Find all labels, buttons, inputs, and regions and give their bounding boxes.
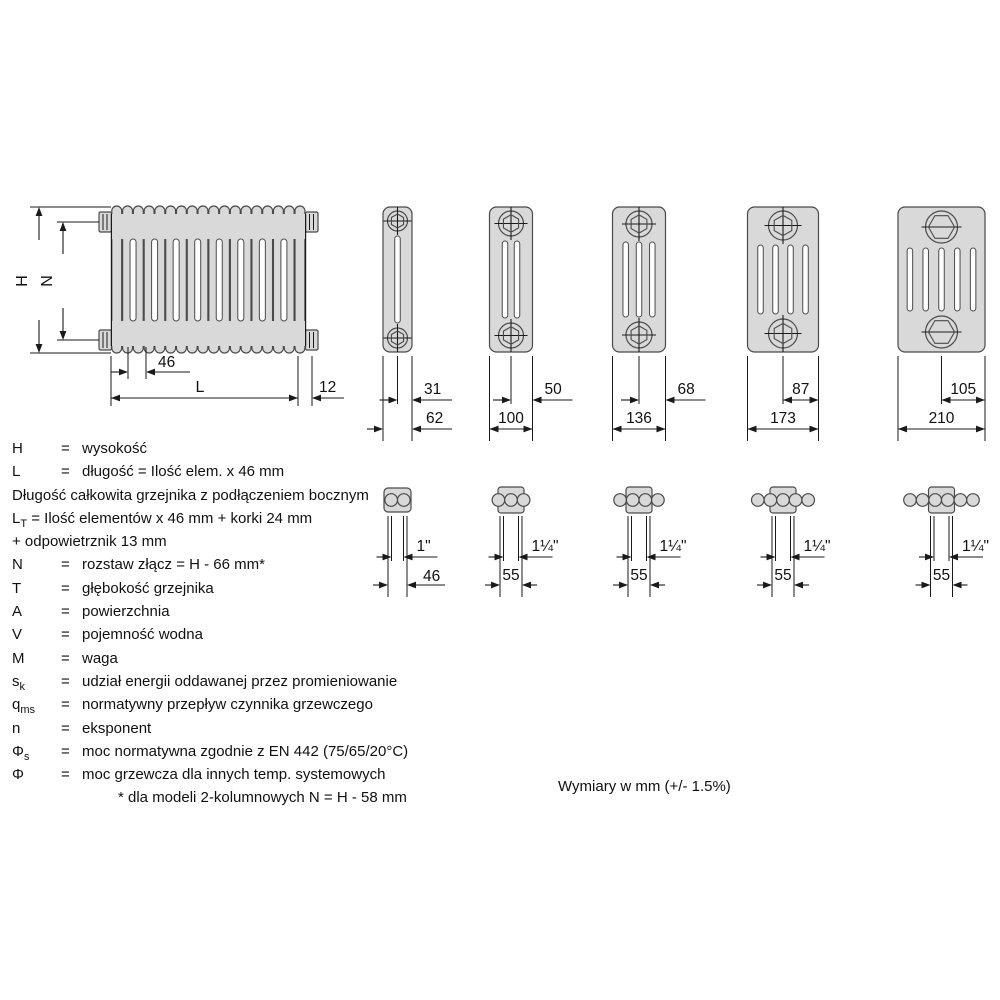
arrow-head [763, 582, 772, 589]
legend-symbol: q [12, 696, 21, 714]
connection-pitch-label: 55 [502, 567, 520, 584]
arrow-head [533, 397, 542, 404]
arrow-head [922, 582, 931, 589]
legend-description: moc grzewcza dla innych temp. systemowych [82, 766, 386, 784]
element-gap-slot [173, 239, 179, 321]
legend-row-A [12, 602, 572, 625]
arrow-head [111, 395, 120, 402]
air-slot [970, 248, 976, 311]
connection-pitch-label: 55 [932, 567, 951, 584]
connection-circle [639, 494, 652, 507]
legend-row-V [12, 625, 572, 648]
legend-equals: = [61, 463, 70, 481]
depth-label: 173 [770, 410, 796, 427]
legend-text: Długość całkowita grzejnika z podłączeniem bocznym [12, 486, 369, 504]
legend-equals: = [61, 719, 70, 737]
legend-text: * dla modeli 2-kolumnowych N = H - 58 mm [118, 789, 407, 807]
air-slot [907, 248, 913, 311]
legend-equals: = [61, 603, 70, 621]
legend-description: waga [82, 649, 118, 667]
legend-description: powierzchnia [82, 603, 170, 621]
connection-pitch-label: 46 [423, 568, 441, 585]
legend-symbol: T [12, 579, 22, 597]
connection-circle [967, 494, 980, 507]
air-slot [502, 241, 508, 318]
legend-symbol: H [12, 440, 23, 457]
legend-equals: = [61, 672, 70, 690]
legend-symbol: L [12, 463, 21, 481]
connection-circle [904, 494, 917, 507]
legend-symbol: N [12, 556, 23, 574]
air-slot [939, 248, 945, 311]
side-connection-stub [306, 212, 319, 232]
legend-symbol: s [12, 672, 20, 690]
half-depth-label: 31 [424, 381, 442, 398]
arrow-head [767, 554, 776, 561]
section-3col-cross-section [490, 207, 573, 441]
bottom-header [111, 321, 306, 346]
arrow-head [389, 397, 398, 404]
legend-description: udział energii oddawanej przez promieniowanie [82, 672, 398, 690]
connection-circle [789, 494, 802, 507]
depth-label: 136 [626, 410, 652, 427]
half-depth-label: 50 [544, 381, 562, 398]
arrow-head [748, 426, 757, 433]
arrow-head [810, 397, 819, 404]
arrow-head [613, 426, 622, 433]
legend-symbol-sub: T [20, 517, 28, 530]
arrow-head [976, 426, 985, 433]
connection-circle [929, 494, 942, 507]
half-depth-label: 87 [792, 381, 810, 398]
legend-description: eksponent [82, 719, 152, 737]
arrow-head [60, 331, 67, 340]
element-gap-slot [216, 239, 222, 321]
legend-symbol: M [12, 649, 25, 667]
top-header [111, 214, 306, 239]
connection-pitch-label: 55 [774, 567, 792, 584]
legend-row-LT [12, 509, 572, 532]
radiator-cross-sections [367, 207, 985, 441]
thread-size-label: 1¼" [803, 538, 831, 555]
arrow-head [36, 344, 43, 353]
element-gap-slot [238, 239, 244, 321]
connection-circle [942, 494, 955, 507]
thread-size-label: 1¼" [659, 538, 687, 555]
connection-6col-top-view [904, 487, 989, 597]
arrow-head [657, 426, 666, 433]
air-slot [623, 242, 629, 317]
element-gap-slot [259, 239, 265, 321]
legend-row-N [12, 555, 572, 578]
legend-row-qms [12, 695, 572, 718]
depth-label: 210 [928, 410, 955, 427]
length-label: L [195, 379, 205, 396]
arrow-head [146, 369, 155, 376]
arrow-head [898, 426, 907, 433]
arrow-head [942, 397, 951, 404]
air-slot [650, 242, 656, 317]
half-depth-label: 68 [677, 381, 695, 398]
legend [12, 439, 572, 812]
air-slot [803, 245, 809, 314]
connection-5col-top-view [752, 487, 831, 597]
connection-circle [764, 494, 777, 507]
legend-row-total-length [12, 486, 572, 509]
connection-pitch-label: 55 [630, 567, 648, 584]
arrow-head [619, 582, 628, 589]
legend-row-footnote [12, 788, 572, 811]
units-note: Wymiary w mm (+/- 1.5%) [558, 778, 731, 795]
legend-symbol: Φ [12, 766, 24, 784]
thread-size-label: 1¼" [962, 538, 990, 555]
legend-equals: = [61, 556, 70, 574]
legend-equals: = [61, 649, 70, 667]
connection-circle [777, 494, 790, 507]
element-gap-slot [195, 239, 201, 321]
legend-row-sk [12, 672, 572, 695]
element-gap-slot [152, 239, 158, 321]
legend-description: moc normatywna zgodnie z EN 442 (75/65/20°C) [82, 742, 409, 760]
arrow-head [60, 222, 67, 231]
air-slot [514, 241, 520, 318]
thread-size-label: 1¼" [531, 538, 559, 555]
arrow-head [783, 397, 792, 404]
arrow-head [791, 554, 800, 561]
arrow-head [374, 426, 383, 433]
arrow-head [953, 582, 962, 589]
legend-text: + odpowietrznik 13 mm [12, 533, 167, 551]
arrow-head [623, 554, 632, 561]
arrow-head [647, 554, 656, 561]
connection-circle [954, 494, 967, 507]
legend-row-L [12, 462, 572, 485]
air-slot [773, 245, 779, 314]
air-slot [923, 248, 929, 311]
half-depth-label: 105 [950, 381, 977, 398]
arrow-head [976, 397, 985, 404]
legend-symbol: A [12, 603, 23, 621]
legend-row-H [12, 439, 572, 462]
legend-row-M [12, 649, 572, 672]
connection-circle [802, 494, 815, 507]
side-extension-label: 12 [319, 379, 337, 396]
thread-size-label: 1" [416, 538, 431, 555]
legend-row-phi-s [12, 742, 572, 765]
legend-equals: = [61, 766, 70, 784]
arrow-head [794, 582, 803, 589]
pitch-label: N [39, 275, 56, 287]
legend-description: rozstaw złącz = H - 66 mm* [82, 556, 265, 574]
arrow-head [949, 554, 958, 561]
legend-description: normatywny przepływ czynnika grzewczego [82, 696, 373, 714]
height-label: H [14, 275, 31, 287]
arrow-head [289, 395, 298, 402]
air-slot [395, 236, 401, 323]
legend-row-T [12, 579, 572, 602]
section-5col-cross-section [748, 207, 819, 441]
legend-equals: = [61, 440, 70, 457]
legend-description: pojemność wodna [82, 626, 203, 644]
legend-row-phi [12, 765, 572, 788]
side-connection-stub [99, 212, 112, 232]
arrow-head [502, 397, 511, 404]
connection-circle [916, 494, 929, 507]
section-6col-cross-section [898, 207, 985, 441]
connection-circle [652, 494, 665, 507]
legend-symbol: Φ [12, 742, 24, 760]
air-slot [758, 245, 764, 314]
legend-row-vent [12, 532, 572, 555]
arrow-head [412, 426, 421, 433]
arrow-head [925, 554, 934, 561]
arrow-head [630, 397, 639, 404]
depth-label: 100 [498, 410, 524, 427]
legend-description: wysokość [82, 440, 148, 457]
element-pitch-label: 46 [158, 354, 176, 371]
arrow-head [666, 397, 675, 404]
connection-circle [626, 494, 639, 507]
arrow-head [412, 397, 421, 404]
connection-4col-top-view [613, 487, 687, 597]
section-2col-cross-section [367, 207, 452, 441]
element-gap-slot [130, 239, 136, 321]
legend-symbol: V [12, 626, 23, 644]
connection-circle [614, 494, 627, 507]
legend-equals: = [61, 626, 70, 644]
arrow-head [650, 582, 659, 589]
radiator-front-view [14, 206, 344, 406]
legend-symbol: n [12, 719, 21, 737]
air-slot [955, 248, 961, 311]
legend-symbol: L [12, 509, 21, 527]
legend-description: głębokość grzejnika [82, 579, 214, 597]
side-connection-stub [99, 330, 112, 350]
arrow-head [524, 426, 533, 433]
legend-symbol-sub: ms [20, 704, 36, 717]
arrow-head [810, 426, 819, 433]
connection-circle [752, 494, 765, 507]
legend-symbol-sub: s [23, 750, 30, 763]
depth-label: 62 [426, 410, 444, 427]
legend-equals: = [61, 696, 70, 714]
legend-text: = Ilość elementów x 46 mm + korki 24 mm [31, 509, 313, 527]
element-gap-slot [281, 239, 287, 321]
air-slot [636, 242, 642, 317]
legend-row-n [12, 719, 572, 742]
legend-description: długość = Ilość elem. x 46 mm [82, 463, 285, 481]
side-connection-stub [306, 330, 319, 350]
legend-equals: = [61, 742, 70, 760]
arrow-head [36, 207, 43, 216]
legend-equals: = [61, 579, 70, 597]
arrow-head [119, 369, 128, 376]
legend-symbol-sub: k [19, 680, 25, 693]
section-4col-cross-section [613, 207, 706, 441]
air-slot [788, 245, 794, 314]
